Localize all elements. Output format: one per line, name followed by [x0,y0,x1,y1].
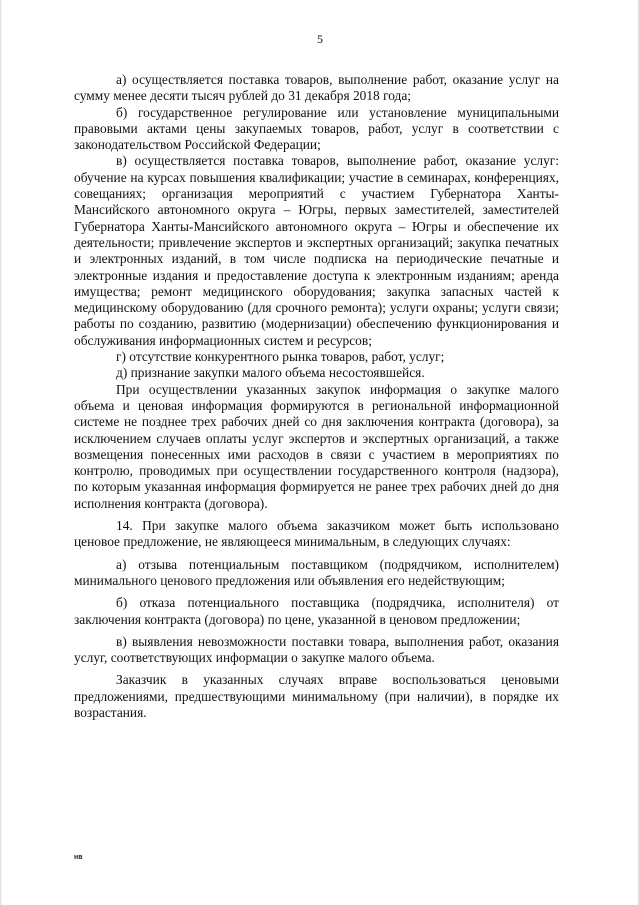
paragraph-item-b: б) государственное регулирование или установление муниципальными правовыми актами цены закупаемых товаров, работ, услуг в соответствии с законодательством Российской Федерации; [74,104,559,153]
paragraph-section-14: 14. При закупке малого объема заказчиком может быть использовано ценовое предложение, не являющееся минимальным, в следующих случаях: [74,518,559,550]
paragraph-case-b: б) отказа потенциального поставщика (подрядчика, исполнителя) от заключения контракта (договора) по цене, указанной в ценовом предложении; [74,595,559,627]
paragraph-item-d: д) признание закупки малого объема несостоявшейся. [116,365,425,381]
paragraph-case-a: а) отзыва потенциальным поставщиком (подрядчиком, исполнителем) минимального ценового предложения или объявления его недействующим; [74,556,559,588]
paragraph-information: При осуществлении указанных закупок информация о закупке малого объема и ценовая информация формируются в региональной информационной системе не позднее трех рабочих дней со дня заключения контракта (договора), за исключением случаев оплаты услуг экспертов и экспертных организаций, а также возмещения понесенных ими расходов в связи с участием в мероприятиях по контролю, проводимых при осуществлении государственного контроля (надзора), по которым указанная информация формируется не ранее трех рабочих дней до дня исполнения контракта (договора). [74,381,559,511]
scan-edge-left [0,0,2,905]
paragraph-case-v: в) выявления невозможности поставки товара, выполнения работ, оказания услуг, соответствующих информации о закупке малого объема. [74,633,559,666]
paragraph-item-a: а) осуществляется поставка товаров, выполнение работ, оказание услуг на сумму менее десяти тысяч рублей до 31 декабря 2018 года; [74,72,559,104]
footer-initials: нв [74,854,83,861]
document-body [74,72,559,721]
page-number: 5 [317,32,323,46]
paragraph-item-v: в) осуществляется поставка товаров, выполнение работ, оказание услуг: обучение на курсах повышения квалификации; участие в семинарах, конференциях, совещаниях; организация мероприятий с участием Губернатора Ханты-Мансийского автономного округа – Югры, первых заместителей, заместителей Губернатора Ханты-Мансийского автономного округа – Югры и обеспечение их деятельности; привлечение экспертов и экспертных организаций; закупка печатных и электронных изданий, в том числе подписка на периодические печатные и электронные издания и предоставление доступа к электронным изданиям; аренда имущества; ремонт медицинского оборудования; закупка запасных частей к медицинскому оборудованию (для срочного ремонта); услуги охраны; услуги связи; работы по созданию, развитию (модернизации) обеспечению функционирования и обслуживания информационных систем и ресурсов; [74,153,559,348]
paragraph-conclusion: Заказчик в указанных случаях вправе воспользоваться ценовыми предложениями, предшествующими минимальному (при наличии), в порядке их возрастания. [74,672,559,720]
paragraph-item-g: г) отсутствие конкурентного рынка товаров, работ, услуг; [116,349,445,365]
